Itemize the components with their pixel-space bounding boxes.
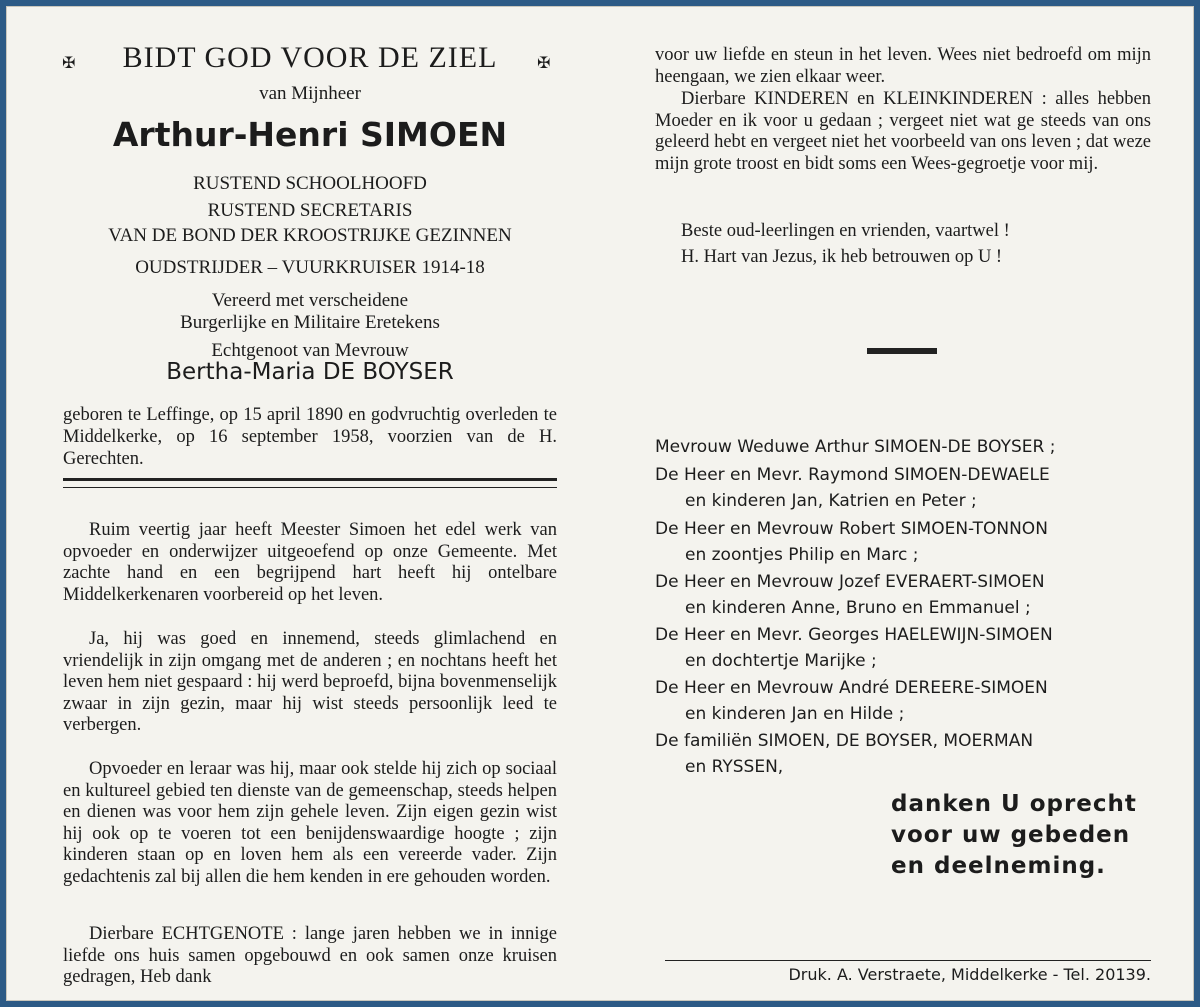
divider [665,960,1151,961]
family-entry: De Heer en Mevrouw Robert SIMOEN-TONNON en zoontjes Philip en Marc ; [655,519,1048,565]
biography-paragraph: Opvoeder en leraar was hij, maar ook stelde hij zich op sociaal en kultureel gebied ten dienste van de gemeenschap, steeds helpen en dienen was voor hem zijn gehele leven. Zijn eigen gezin wist hij ook op te voeren tot een benijdenswaardige hoogte ; zijn kinderen staan op en loven hem als een vereerde vader. Zijn gedachtenis zal bij allen die hem kenden in ere gehouden worden. [63,759,557,887]
family-entry: De Heer en Mevrouw André DEREERE-SIMOEN en kinderen Jan en Hilde ; [655,678,1048,724]
cross-icon: ✠ [537,53,551,72]
left-column [63,7,557,1000]
spouse-name: Bertha-Maria DE BOYSER [166,359,454,385]
deceased-name: Arthur-Henri SIMOEN [112,115,508,154]
cross-icon: ✠ [62,53,76,72]
van-mijnheer: van Mijnheer [259,83,361,104]
prayer-heading: BIDT GOD VOOR DE ZIEL [122,41,498,74]
printer-credit: Druk. A. Verstraete, Middelkerke - Tel. 20139. [788,965,1151,984]
title-line: RUSTEND SCHOOLHOOFD [193,173,427,194]
biography-paragraph: Ja, hij was goed en innemend, steeds glimlachend en vriendelijk in zijn omgang met de anderen ; en nochtans heeft het leven hem niet gespaard : hij werd beproefd, bijna bovenmenselijk zwaar in zijn gezin, maar hij wist steeds persoonlijk leed te verbergen. [63,629,557,735]
family-entry: De Heer en Mevrouw Jozef EVERAERT-SIMOEN en kinderen Anne, Bruno en Emmanuel ; [655,572,1045,618]
biography-paragraph: Ruim veertig jaar heeft Meester Simoen het edel werk van opvoeder en onderwijzer uitgeoefend op onze Gemeente. Met zachte hand en een begrijpend hart heeft hij ontelbare Middelkerkenaren voorbereid op het leven. [63,520,557,605]
title-line: VAN DE BOND DER KROOSTRIJKE GEZINNEN [108,225,512,246]
family-entry: Mevrouw Weduwe Arthur SIMOEN-DE BOYSER ; [655,437,1056,457]
birth-death-text: geboren te Leffinge, op 15 april 1890 en godvruchtig overleden te Middelkerke, op 16 september 1958, voorzien van de H. Gerechten. [63,405,557,469]
family-entry: De Heer en Mevr. Georges HAELEWIJN-SIMOEN en dochtertje Marijke ; [655,625,1053,671]
children-farewell: Dierbare KINDEREN en KLEINKINDEREN : alles hebben Moeder en ik voor u gedaan ; vergeet niet wat ge steeds van ons geleerd hebt en vergeet niet het voorbeeld van ons leven ; dat weze mijn grote troost en bidt soms een Wees-gegroetje voor mij. [655,89,1151,174]
spouse-intro: Echtgenoot van Mevrouw [211,340,409,361]
thanks-text: danken U oprecht voor uw gebeden en deelneming. [891,791,1137,879]
title-line: RUSTEND SECRETARIS [207,200,413,221]
honors-line: Vereerd met verscheidene [211,290,409,311]
spouse-farewell: Dierbare ECHTGENOTE : lange jaren hebben we in innige liefde ons huis samen opgebouwd en ook samen onze kruisen gedragen, Heb dank [63,924,557,987]
students-farewell: Beste oud-leerlingen en vrienden, vaartwel ! [681,221,1010,241]
closing-prayer: H. Hart van Jezus, ik heb betrouwen op U ! [681,247,1003,267]
title-line: OUDSTRIJDER – VUURKRUISER 1914-18 [135,257,485,278]
honors-line: Burgerlijke en Militaire Eretekens [180,312,440,333]
farewell-text: voor uw liefde en steun in het leven. Wees niet bedroefd om mijn heengaan, we zien elkaar weer. [655,45,1151,87]
divider [867,348,937,354]
divider [63,478,557,481]
divider [63,487,557,488]
family-entry: De familiën SIMOEN, DE BOYSER, MOERMAN en RYSSEN, [655,731,1034,777]
family-entry: De Heer en Mevr. Raymond SIMOEN-DEWAELE en kinderen Jan, Katrien en Peter ; [655,465,1050,511]
right-column [655,7,1151,1000]
memorial-card [6,6,1194,1001]
